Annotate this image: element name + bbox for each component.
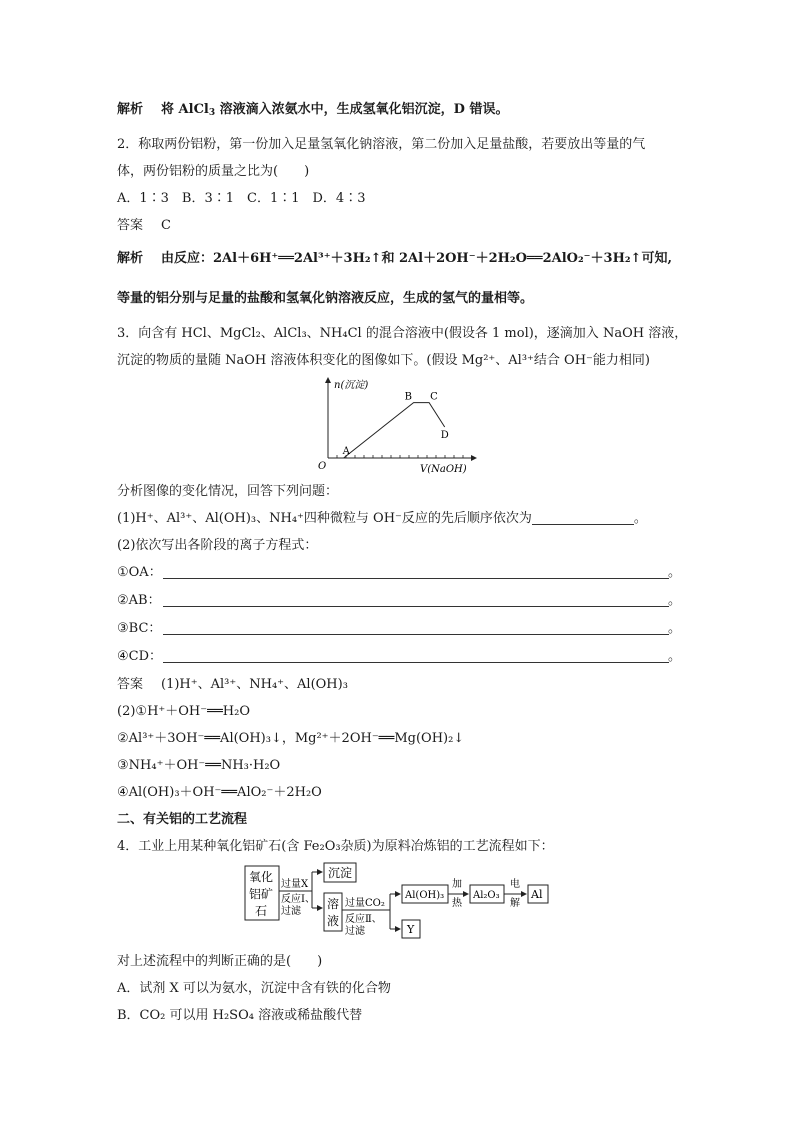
q3-blank-bc-end: 。 bbox=[668, 621, 682, 636]
flow-step2-reagent: 过量CO₂ bbox=[345, 898, 385, 909]
flow-electro-1: 电 bbox=[510, 879, 520, 890]
q3-answer-2-2: ③NH₄⁺＋OH⁻══NH₃·H₂O bbox=[117, 758, 281, 773]
q3-sub1 bbox=[117, 510, 647, 528]
flow-heat-2: 热 bbox=[452, 898, 462, 909]
flow-heat-1: 加 bbox=[452, 879, 462, 890]
q3-answer-2-3: ④Al(OH)₃＋OH⁻══AlO₂⁻＋2H₂O bbox=[117, 785, 322, 800]
q2-stem-line1: 2．称取两份铝粉，第一份加入足量氢氧化钠溶液，第二份加入足量盐酸，若要放出等量的气 bbox=[117, 137, 646, 152]
point-label-d: D bbox=[440, 430, 449, 441]
q2-analysis-line2: 等量的铝分别与足量的盐酸和氢氧化钠溶液反应，生成的氢气的量相等。 bbox=[117, 291, 534, 306]
q3-blank-ab[interactable] bbox=[163, 606, 669, 607]
graph-y-label: n(沉淀) bbox=[334, 380, 369, 391]
answer-tag: 答案 bbox=[117, 677, 144, 692]
section-2-title: 二、有关铝的工艺流程 bbox=[117, 812, 248, 827]
q1-analysis bbox=[117, 101, 508, 122]
q3-blank-oa-end: 。 bbox=[668, 565, 682, 580]
flow-precip-label: 沉淀 bbox=[328, 866, 353, 880]
flow-step2-reaction: 反应Ⅱ、 bbox=[345, 914, 382, 925]
q3-blank-oa-label: ①OA： bbox=[117, 565, 162, 580]
answer-value: C bbox=[161, 218, 171, 233]
analysis-text: 由反应：2Al＋6H⁺══2Al³⁺＋3H₂↑和 2Al＋2OH⁻＋2H₂O══2AlO₂⁻＋3H₂↑可知, bbox=[161, 251, 672, 266]
flow-ore-line2: 铝矿 bbox=[249, 887, 274, 901]
q3-graph bbox=[300, 372, 500, 477]
flow-solution-line2: 液 bbox=[327, 914, 340, 928]
point-label-c: C bbox=[430, 391, 438, 403]
flow-electro-2: 解 bbox=[510, 898, 520, 909]
flow-step2-filter: 过滤 bbox=[345, 926, 365, 937]
sub1-text: (1)H⁺、Al³⁺、Al(OH)₃、NH₄⁺四种微粒与 OH⁻反应的先后顺序依次为 bbox=[117, 511, 532, 526]
analysis-text-a: 将 AlCl bbox=[161, 102, 209, 117]
flow-step1-filter: 过滤 bbox=[281, 906, 301, 917]
q3-answer-line1 bbox=[117, 676, 348, 694]
q2-answer bbox=[117, 217, 171, 235]
answer-tag: 答案 bbox=[117, 218, 144, 233]
analysis-sub-a: 3 bbox=[208, 108, 216, 118]
analysis-tag: 解析 bbox=[117, 251, 144, 266]
q3-blank-ab-label: ②AB： bbox=[117, 593, 161, 608]
q3-blank-oa[interactable] bbox=[163, 578, 669, 579]
q2-analysis-line1 bbox=[117, 250, 672, 268]
q2-options: A．1∶3 B．3∶1 C．1∶1 D．4∶3 bbox=[117, 191, 366, 206]
q4-flowchart bbox=[244, 860, 554, 946]
q3-blank-cd[interactable] bbox=[163, 662, 669, 663]
flow-ore-line1: 氧化 bbox=[249, 870, 274, 884]
q3-blank-ab-end: 。 bbox=[668, 593, 682, 608]
point-label-a: A bbox=[342, 446, 350, 457]
q3-blank-cd-label: ④CD： bbox=[117, 649, 163, 664]
q3-answer-2-0: (2)①H⁺＋OH⁻══H₂O bbox=[117, 704, 250, 719]
flow-al2o3-label: Al₂O₃ bbox=[473, 890, 500, 901]
answer-1: (1)H⁺、Al³⁺、NH₄⁺、Al(OH)₃ bbox=[161, 677, 348, 692]
graph-origin-label: O bbox=[318, 461, 327, 472]
sub1-end: 。 bbox=[633, 511, 647, 526]
flow-solution-line1: 溶 bbox=[327, 897, 340, 911]
q3-answer-2-1: ②Al³⁺＋3OH⁻══Al(OH)₃↓，Mg²⁺＋2OH⁻══Mg(OH)₂↓ bbox=[117, 731, 465, 746]
point-label-b: B bbox=[404, 391, 412, 403]
q3-sub2: (2)依次写出各阶段的离子方程式： bbox=[117, 538, 318, 553]
flow-y-label: Y bbox=[407, 923, 415, 936]
analysis-tag: 解析 bbox=[117, 102, 144, 117]
q4-option-a: A．试剂 X 可以为氨水，沉淀中含有铁的化合物 bbox=[117, 981, 391, 996]
flow-step1-reagent: 过量X bbox=[281, 879, 309, 890]
q3-blank-cd-end: 。 bbox=[668, 649, 682, 664]
q2-stem-line2: 体，两份铝粉的质量之比为( ) bbox=[117, 164, 310, 179]
q3-stem-line2: 沉淀的物质的量随 NaOH 溶液体积变化的图像如下。(假设 Mg²⁺、Al³⁺结合 OH⁻能力相同) bbox=[117, 353, 650, 368]
q3-instruction: 分析图像的变化情况，回答下列问题： bbox=[117, 484, 339, 499]
q4-question: 对上述流程中的判断正确的是( ) bbox=[117, 954, 323, 969]
q4-stem: 4．工业上用某种氧化铝矿石(含 Fe₂O₃杂质)为原料冶炼铝的工艺流程如下： bbox=[117, 839, 554, 854]
q3-blank-bc[interactable] bbox=[163, 634, 669, 635]
q3-stem-line1: 3．向含有 HCl、MgCl₂、AlCl₃、NH₄Cl 的混合溶液中(假设各 1 mol)，逐滴加入 NaOH 溶液， bbox=[117, 326, 688, 341]
flow-step1-reaction: 反应Ⅰ、 bbox=[281, 894, 315, 905]
analysis-text-b: 溶液滴入浓氨水中，生成氢氧化铝沉淀，D 错误。 bbox=[215, 102, 509, 117]
flow-ore-line3: 石 bbox=[255, 904, 268, 918]
graph-x-label: V(NaOH) bbox=[420, 464, 467, 475]
sub1-blank[interactable] bbox=[532, 511, 634, 525]
flow-al-label: Al bbox=[531, 888, 543, 901]
q3-blank-bc-label: ③BC： bbox=[117, 621, 162, 636]
flow-aloh3-label: Al(OH)₃ bbox=[405, 890, 445, 901]
q4-option-b: B．CO₂ 可以用 H₂SO₄ 溶液或稀盐酸代替 bbox=[117, 1008, 363, 1023]
